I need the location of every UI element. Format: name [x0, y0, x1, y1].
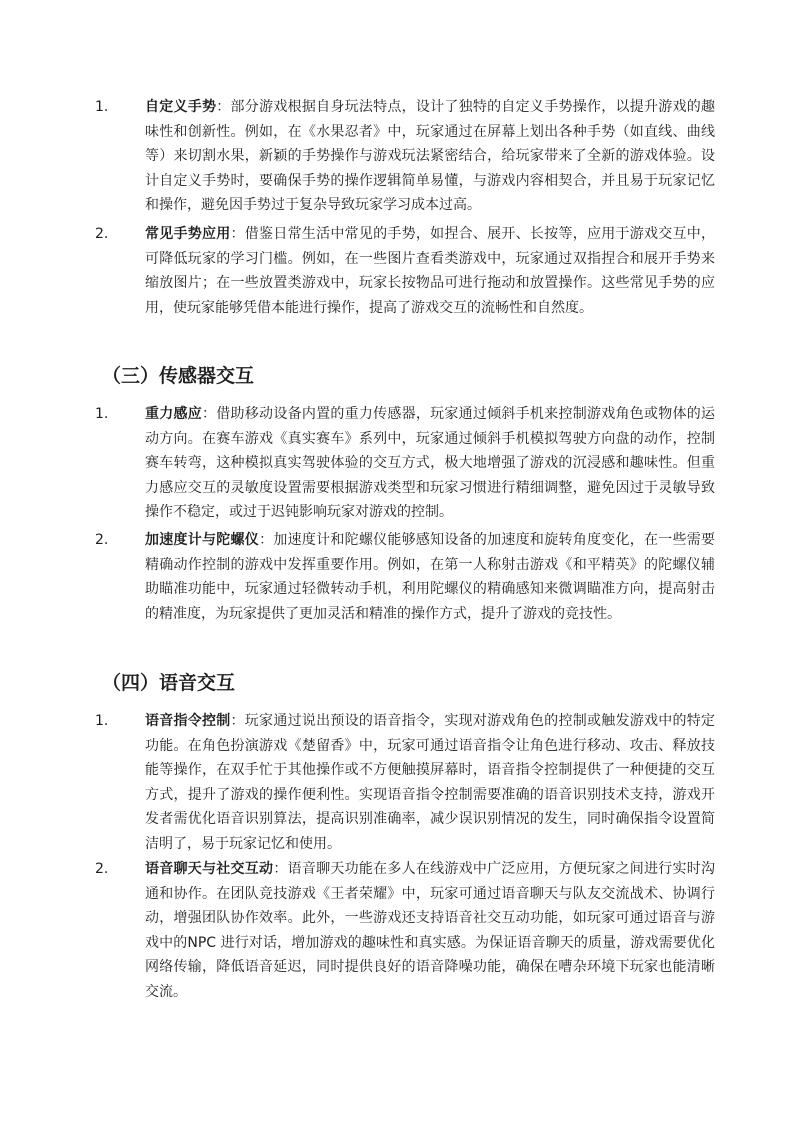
- list-item-gravity-sensing: [95, 402, 715, 525]
- list-item-voice-chat: [95, 857, 715, 1005]
- list-number: 2.: [95, 226, 109, 242]
- list-number: 1.: [95, 713, 109, 729]
- list-item-accelerometer-gyroscope: [95, 528, 715, 626]
- list-number: 2.: [95, 861, 109, 877]
- list-item-custom-gesture: [95, 95, 715, 218]
- section-heading-voice: （四）语音交互: [102, 672, 236, 694]
- item-term: 语音聊天与社交互动: [145, 861, 274, 877]
- item-term: 常见手势应用: [145, 226, 231, 242]
- item-text: ：借助移动设备内置的重力传感器，玩家通过倾斜手机来控制游戏角色或物体的运动方向。在赛车游戏《真实赛车》系列中，玩家通过倾斜手机模拟驾驶方向盘的动作，控制赛车转弯，这种模拟真实驾驶体验的交互方式，极大地增强了游戏的沉浸感和趣味性。但重力感应交互的灵敏度设置需要根据游戏类型和玩家习惯进行精细调整，避免因过于灵敏导致操作不稳定，或过于迟钝影响玩家对游戏的控制。: [145, 406, 716, 521]
- list-number: 2.: [95, 532, 109, 548]
- section-heading-sensor: （三）传感器交互: [102, 365, 255, 387]
- item-term: 自定义手势: [145, 99, 217, 115]
- list-item-body: [145, 709, 715, 857]
- list-item-body: [145, 222, 715, 320]
- item-term: 加速度计与陀螺仪: [145, 532, 260, 548]
- list-number: 1.: [95, 406, 109, 422]
- item-term: 重力感应: [145, 406, 203, 422]
- list-number: 1.: [95, 99, 109, 115]
- list-item-voice-command: [95, 709, 715, 857]
- list-item-body: [145, 402, 715, 525]
- list-item-body: [145, 95, 715, 218]
- list-item-body: [145, 857, 715, 1005]
- item-text: ：借鉴日常生活中常见的手势，如捏合、展开、长按等，应用于游戏交互中，可降低玩家的学习门槛。例如，在一些图片查看类游戏中，玩家通过双指捏合和展开手势来缩放图片；在一些放置类游戏中，玩家长按物品可进行拖动和放置操作。这些常见手势的应用，使玩家能够凭借本能进行操作，提高了游戏交互的流畅性和自然度。: [145, 226, 716, 316]
- list-item-body: [145, 528, 715, 626]
- item-text: ：语音聊天功能在多人在线游戏中广泛应用，方便玩家之间进行实时沟通和协作。在团队竞技游戏《王者荣耀》中，玩家可通过语音聊天与队友交流战术、协调行动，增强团队协作效率。此外，一些游戏还支持语音社交互动功能，如玩家可通过语音与游戏中的NPC 进行对话，增加游戏的趣味性和真实感。为保证语音聊天的质量，游戏需要优化网络传输，降低语音延迟，同时提供良好的语音降噪功能，确保在嘈杂环境下玩家也能清晰交流。: [145, 861, 716, 1000]
- item-text: ：加速度计和陀螺仪能够感知设备的加速度和旋转角度变化，在一些需要精确动作控制的游戏中发挥重要作用。例如，在第一人称射击游戏《和平精英》的陀螺仪辅助瞄准功能中，玩家通过轻微转动手机，利用陀螺仪的精确感知来微调瞄准方向，提高射击的精准度，为玩家提供了更加灵活和精准的操作方式，提升了游戏的竞技性。: [145, 532, 716, 622]
- list-item-common-gesture: [95, 222, 715, 320]
- item-text: ：玩家通过说出预设的语音指令，实现对游戏角色的控制或触发游戏中的特定功能。在角色扮演游戏《楚留香》中，玩家可通过语音指令让角色进行移动、攻击、释放技能等操作，在双手忙于其他操作或不方便触摸屏幕时，语音指令控制提供了一种便捷的交互方式，提升了游戏的操作便利性。实现语音指令控制需要准确的语音识别技术支持，游戏开发者需优化语音识别算法，提高识别准确率，减少误识别情况的发生，同时确保指令设置简洁明了，易于玩家记忆和使用。: [145, 713, 716, 852]
- item-term: 语音指令控制: [145, 713, 231, 729]
- item-text: ：部分游戏根据自身玩法特点，设计了独特的自定义手势操作，以提升游戏的趣味性和创新性。例如，在《水果忍者》中，玩家通过在屏幕上划出各种手势（如直线、曲线等）来切割水果，新颖的手势操作与游戏玩法紧密结合，给玩家带来了全新的游戏体验。设计自定义手势时，要确保手势的操作逻辑简单易懂，与游戏内容相契合，并且易于玩家记忆和操作，避免因手势过于复杂导致玩家学习成本过高。: [145, 99, 716, 214]
